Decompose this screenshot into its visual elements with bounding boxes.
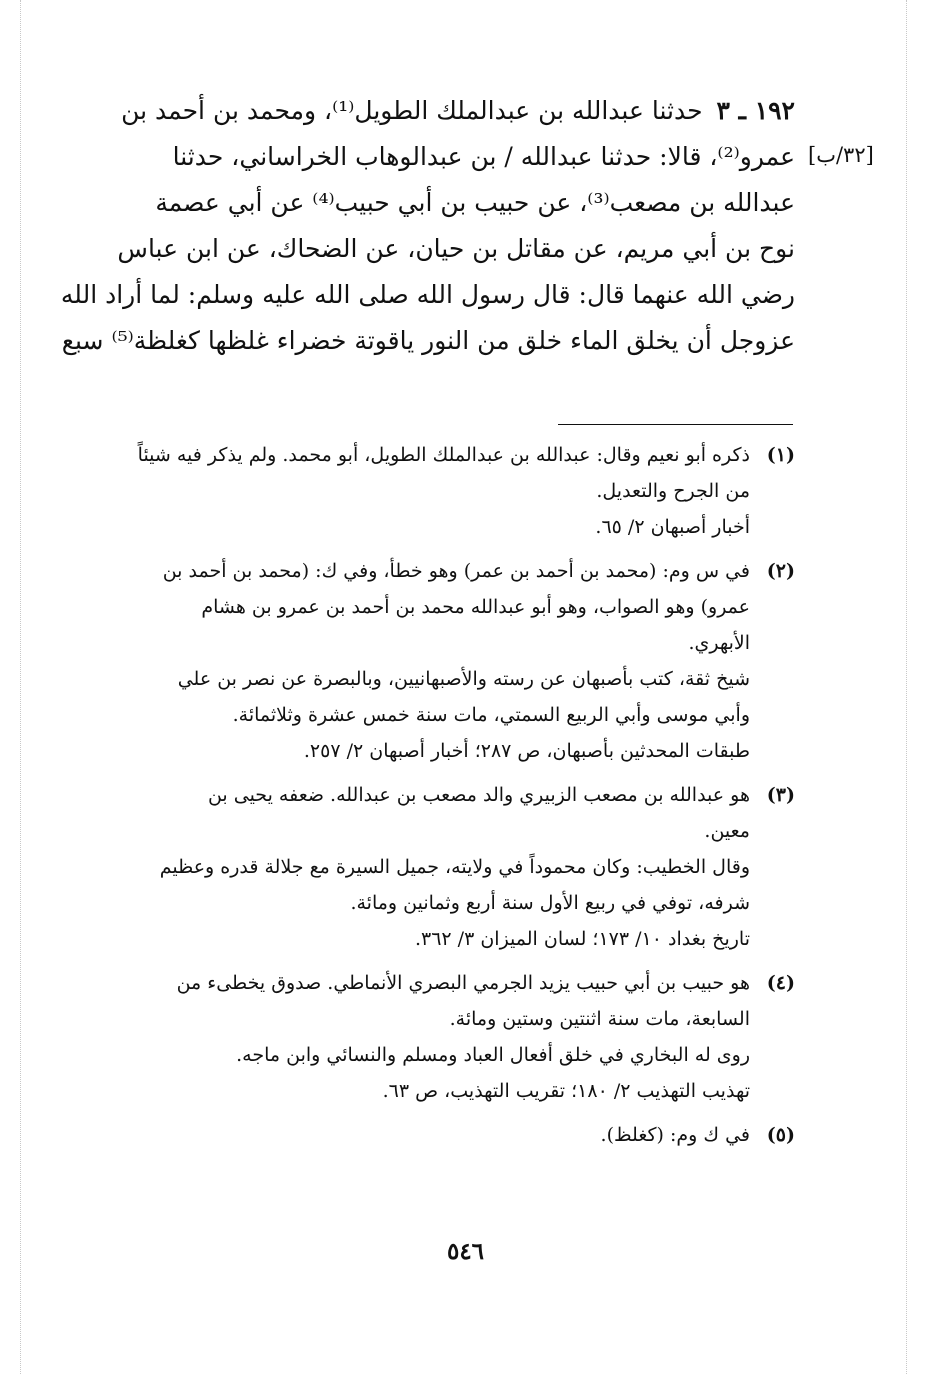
footnote-line: هو حبيب بن أبي حبيب يزيد الجرمي البصري الأنماطي. صدوق يخطىء من [176, 972, 750, 994]
footnote-line: شرفه، توفي في ربيع الأول سنة أربع وثمانين ومائة. [350, 892, 750, 914]
main-line: ١٩٢ ـ ٣حدثنا عبدالله بن عبدالملك الطويل⁽¹⁾، ومحمد بن أحمد بن [121, 96, 795, 125]
main-line: رضي الله عنهما قال: قال رسول الله صلى الله عليه وسلم: لما أراد الله [60, 280, 795, 309]
footnote-number: (٥) [766, 1124, 795, 1146]
footnote-line: الأبهري. [688, 632, 750, 654]
footnote-line: عمرو) وهو الصواب، وهو أبو عبدالله محمد بن أحمد بن عمرو بن هشام [201, 596, 750, 618]
page-number: ٥٤٦ [446, 1238, 485, 1265]
footnote-line: في ك وم: (كغلظ). [600, 1124, 750, 1146]
footnote-2 [95, 553, 795, 769]
footnote-5 [95, 1117, 795, 1153]
footnotes [95, 437, 795, 1161]
footnote-line: ذكره أبو نعيم وقال: عبدالله بن عبدالملك الطويل، أبو محمد. ولم يذكر فيه شيئاً [137, 444, 750, 466]
footnote-line: في س وم: (محمد بن أحمد بن عمر) وهو خطأ، وفي ك: (محمد بن أحمد بن [162, 560, 750, 582]
scan-edge-left [20, 0, 22, 1374]
main-text [60, 88, 795, 364]
footnote-line: وأبي موسى وأبي الربيع السمتي، مات سنة خمس عشرة وثلاثمائة. [232, 704, 750, 726]
footnote-line: تاريخ بغداد ١٠/ ١٧٣؛ لسان الميزان ٣/ ٣٦٢. [414, 928, 750, 950]
footnote-line: السابعة، مات سنة اثنتين وستين ومائة. [449, 1008, 750, 1030]
footnote-number: (١) [766, 444, 795, 466]
footnote-line: أخبار أصبهان ٢/ ٦٥. [595, 516, 750, 538]
main-line: عمرو⁽²⁾، قالا: حدثنا عبدالله / بن عبدالوهاب الخراساني، حدثنا [172, 142, 795, 171]
footnote-line: طبقات المحدثين بأصبهان، ص ٢٨٧؛ أخبار أصبهان ٢/ ٢٥٧. [303, 740, 750, 762]
scan-edge-right [906, 0, 908, 1374]
footnote-line: شيخ ثقة، كتب بأصبهان عن رسته والأصبهانيين، وبالبصرة عن نصر بن علي [177, 668, 750, 690]
footnote-3 [95, 777, 795, 957]
footnote-line: معين. [704, 820, 750, 842]
footnote-line: تهذيب التهذيب ٢/ ١٨٠؛ تقريب التهذيب، ص ٦٣. [382, 1080, 750, 1102]
footnote-number: (٤) [766, 972, 795, 994]
footnote-number: (٣) [766, 784, 795, 806]
footnote-line: هو عبدالله بن مصعب الزبيري والد مصعب بن عبدالله. ضعفه يحيى بن [207, 784, 750, 806]
margin-reference: [٣٢/ب] [808, 143, 874, 167]
main-line: نوح بن أبي مريم، عن مقاتل بن حيان، عن الضحاك، عن ابن عباس [117, 234, 795, 263]
footnote-4 [95, 965, 795, 1109]
hadith-number: ١٩٢ ـ ٣ [716, 96, 795, 125]
footnote-1 [95, 437, 795, 545]
footnote-line: وقال الخطيب: وكان محموداً في ولايته، جميل السيرة مع جلالة قدره وعظيم [159, 856, 750, 878]
main-line: عزوجل أن يخلق الماء خلق من النور ياقوتة خضراء غلظها كغلظة⁽⁵⁾ سبع [61, 326, 795, 355]
footnote-line: روى له البخاري في خلق أفعال العباد ومسلم والنسائي وابن ماجه. [236, 1044, 750, 1066]
footnote-separator [558, 424, 793, 425]
footnote-line: من الجرح والتعديل. [596, 480, 750, 502]
footnote-number: (٢) [766, 560, 795, 582]
main-line: عبدالله بن مصعب⁽³⁾، عن حبيب بن أبي حبيب⁽⁴⁾ عن أبي عصمة [155, 188, 795, 217]
